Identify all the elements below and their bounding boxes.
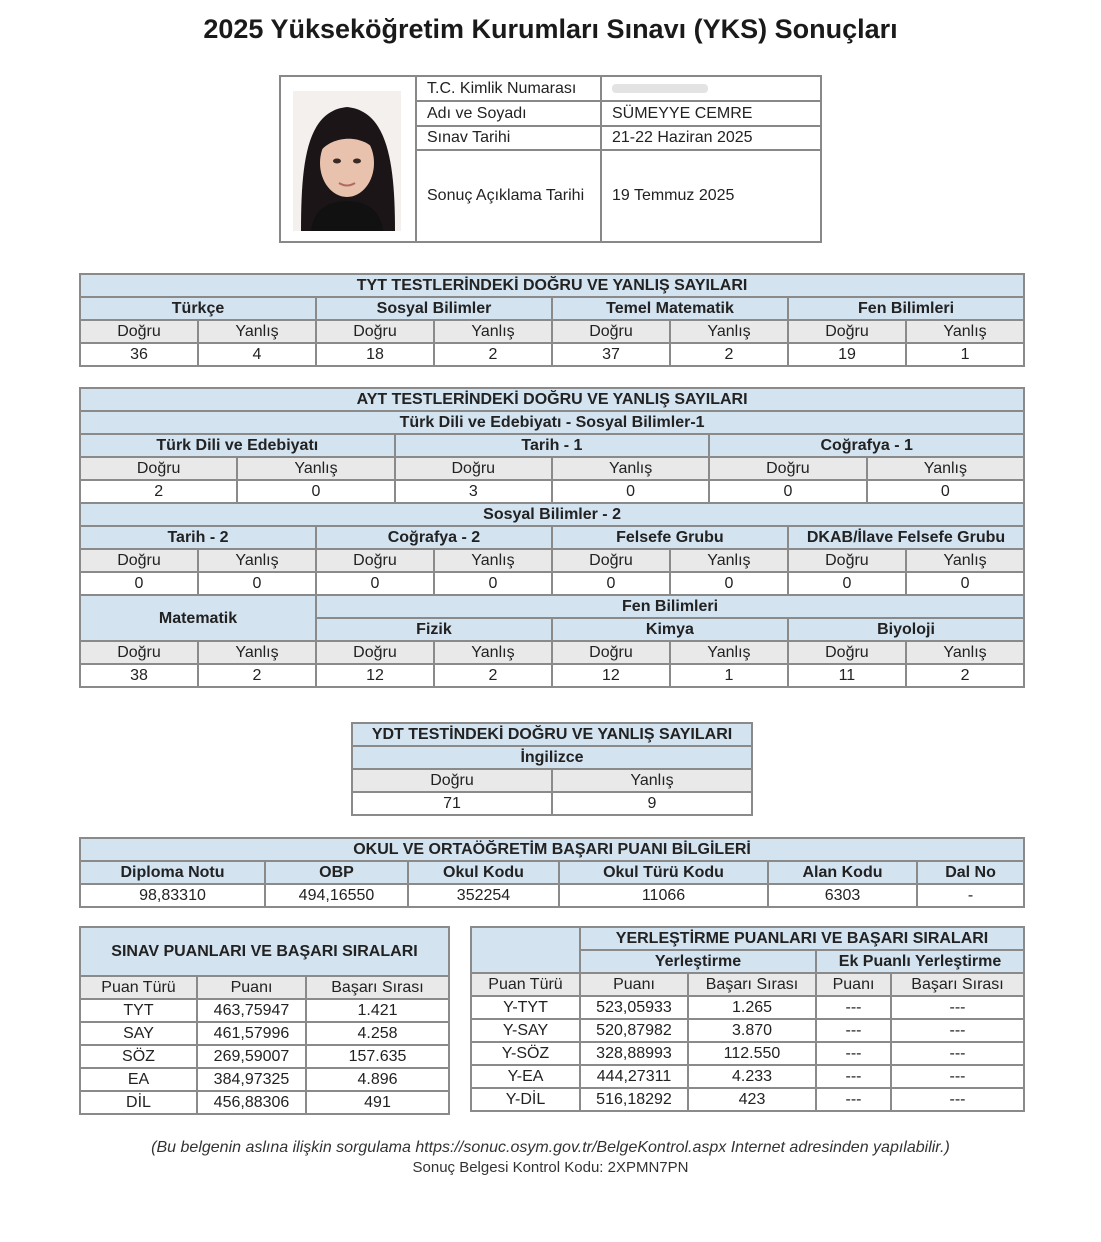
- identity-label: Sınav Tarihi: [417, 127, 600, 151]
- subject-header: Tarih - 2: [80, 526, 316, 549]
- column-header: Puanı: [580, 973, 688, 996]
- yerlestirme-header: YERLEŞTİRME PUANLARI VE BAŞARI SIRALARI: [580, 927, 1024, 950]
- sira-cell: 157.635: [306, 1045, 449, 1068]
- sinav-header: SINAV PUANLARI VE BAŞARI SIRALARI: [80, 927, 449, 976]
- page-title: 2025 Yükseköğretim Kurumları Sınavı (YKS) Sonuçları: [203, 14, 898, 44]
- ayt-group1-header: Türk Dili ve Edebiyatı - Sosyal Bilimler-1: [80, 411, 1024, 434]
- score-cell: 3: [395, 480, 552, 503]
- subject-header: Coğrafya - 1: [709, 434, 1024, 457]
- redacted-id: [612, 84, 708, 93]
- exam-date-value: 21-22 Haziran 2025: [602, 127, 820, 151]
- puan-turu-cell: TYT: [80, 999, 197, 1022]
- ek-puanli-header: Ek Puanlı Yerleştirme: [816, 950, 1024, 973]
- blank-header: [471, 927, 580, 973]
- yanlis-label: Yanlış: [906, 641, 1024, 664]
- yanlis-label: Yanlış: [434, 320, 552, 343]
- tyt-header: TYT TESTLERİNDEKİ DOĞRU VE YANLIŞ SAYILARI: [80, 274, 1024, 297]
- score-cell: 0: [906, 572, 1024, 595]
- ydt-table: [351, 722, 753, 816]
- ek-puan-cell: ---: [816, 996, 891, 1019]
- column-header: Başarı Sırası: [891, 973, 1024, 996]
- ek-sira-cell: ---: [891, 1088, 1024, 1111]
- score-cell: 4: [198, 343, 316, 366]
- yanlis-label: Yanlış: [906, 549, 1024, 572]
- subject-header: İngilizce: [352, 746, 752, 769]
- score-cell: 18: [316, 343, 434, 366]
- subject-header: Coğrafya - 2: [316, 526, 552, 549]
- yanlis-label: Yanlış: [198, 320, 316, 343]
- puan-turu-cell: EA: [80, 1068, 197, 1091]
- yanlis-label: Yanlış: [434, 641, 552, 664]
- dogru-label: Doğru: [788, 641, 906, 664]
- column-header: Okul Kodu: [408, 861, 559, 884]
- dogru-label: Doğru: [80, 320, 198, 343]
- sinav-puanlari-table: [79, 926, 450, 1115]
- score-cell: 9: [552, 792, 752, 815]
- puan-cell: 516,18292: [580, 1088, 688, 1111]
- yanlis-label: Yanlış: [670, 320, 788, 343]
- dogru-label: Doğru: [80, 457, 237, 480]
- yanlis-label: Yanlış: [198, 641, 316, 664]
- yanlis-label: Yanlış: [670, 641, 788, 664]
- okul-cell: 494,16550: [265, 884, 408, 907]
- sira-cell: 4.233: [688, 1065, 816, 1088]
- identity-label: T.C. Kimlik Numarası: [417, 77, 600, 102]
- score-cell: 2: [906, 664, 1024, 687]
- identity-label: Adı ve Soyadı: [417, 102, 600, 127]
- sira-cell: 491: [306, 1091, 449, 1114]
- dogru-label: Doğru: [80, 549, 198, 572]
- score-cell: 0: [316, 572, 434, 595]
- okul-table: [79, 837, 1025, 908]
- score-cell: 0: [788, 572, 906, 595]
- column-header: Puan Türü: [80, 976, 197, 999]
- score-cell: 37: [552, 343, 670, 366]
- dogru-label: Doğru: [552, 320, 670, 343]
- ayt-table: [79, 387, 1025, 688]
- okul-header: OKUL VE ORTAÖĞRETİM BAŞARI PUANI BİLGİLERİ: [80, 838, 1024, 861]
- dogru-label: Doğru: [80, 641, 198, 664]
- puan-turu-cell: Y-DİL: [471, 1088, 580, 1111]
- tyt-table: [79, 273, 1025, 367]
- score-cell: 0: [434, 572, 552, 595]
- subject-header: DKAB/İlave Felsefe Grubu: [788, 526, 1024, 549]
- control-code: Sonuç Belgesi Kontrol Kodu: 2XPMN7PN: [412, 1159, 689, 1176]
- ek-sira-cell: ---: [891, 1019, 1024, 1042]
- yanlis-label: Yanlış: [906, 320, 1024, 343]
- column-header: Diploma Notu: [80, 861, 265, 884]
- ek-sira-cell: ---: [891, 1065, 1024, 1088]
- score-cell: 19: [788, 343, 906, 366]
- name-value: SÜMEYYE CEMRE: [602, 102, 820, 127]
- ek-puan-cell: ---: [816, 1065, 891, 1088]
- puan-turu-cell: Y-SÖZ: [471, 1042, 580, 1065]
- column-header: Puanı: [197, 976, 306, 999]
- dogru-label: Doğru: [316, 549, 434, 572]
- sira-cell: 4.258: [306, 1022, 449, 1045]
- subject-header: Felsefe Grubu: [552, 526, 788, 549]
- puan-cell: 520,87982: [580, 1019, 688, 1042]
- puan-turu-cell: Y-TYT: [471, 996, 580, 1019]
- okul-cell: -: [917, 884, 1024, 907]
- puan-cell: 384,97325: [197, 1068, 306, 1091]
- score-cell: 0: [670, 572, 788, 595]
- score-cell: 0: [80, 572, 198, 595]
- yanlis-label: Yanlış: [434, 549, 552, 572]
- score-cell: 0: [552, 572, 670, 595]
- puan-cell: 463,75947: [197, 999, 306, 1022]
- yanlis-label: Yanlış: [867, 457, 1025, 480]
- dogru-label: Doğru: [316, 320, 434, 343]
- yanlis-label: Yanlış: [552, 769, 752, 792]
- yanlis-label: Yanlış: [198, 549, 316, 572]
- puan-turu-cell: DİL: [80, 1091, 197, 1114]
- yerlestirme-table: [470, 926, 1025, 1112]
- okul-cell: 11066: [559, 884, 768, 907]
- sira-cell: 1.421: [306, 999, 449, 1022]
- sira-cell: 4.896: [306, 1068, 449, 1091]
- dogru-label: Doğru: [316, 641, 434, 664]
- column-header: Puanı: [816, 973, 891, 996]
- subject-header: Türkçe: [80, 297, 316, 320]
- sira-cell: 423: [688, 1088, 816, 1111]
- verification-note: (Bu belgenin aslına ilişkin sorgulama https://sonuc.osym.gov.tr/BelgeKontrol.aspx Internet adresinden yapılabilir.): [151, 1139, 950, 1156]
- subject-header: Türk Dili ve Edebiyatı: [80, 434, 395, 457]
- score-cell: 1: [906, 343, 1024, 366]
- score-cell: 2: [80, 480, 237, 503]
- ek-puan-cell: ---: [816, 1088, 891, 1111]
- column-header: Başarı Sırası: [306, 976, 449, 999]
- ayt-header: AYT TESTLERİNDEKİ DOĞRU VE YANLIŞ SAYILARI: [80, 388, 1024, 411]
- puan-cell: 444,27311: [580, 1065, 688, 1088]
- sira-cell: 1.265: [688, 996, 816, 1019]
- identity-labels: [415, 77, 602, 241]
- score-cell: 11: [788, 664, 906, 687]
- dogru-label: Doğru: [788, 320, 906, 343]
- column-header: Okul Türü Kodu: [559, 861, 768, 884]
- score-cell: 71: [352, 792, 552, 815]
- subject-header: Biyoloji: [788, 618, 1024, 641]
- column-header: Puan Türü: [471, 973, 580, 996]
- score-cell: 2: [434, 343, 552, 366]
- okul-cell: 6303: [768, 884, 917, 907]
- sira-cell: 112.550: [688, 1042, 816, 1065]
- subject-header: Kimya: [552, 618, 788, 641]
- subject-header: Tarih - 1: [395, 434, 710, 457]
- score-cell: 12: [552, 664, 670, 687]
- score-cell: 0: [552, 480, 709, 503]
- puan-turu-cell: Y-SAY: [471, 1019, 580, 1042]
- sira-cell: 3.870: [688, 1019, 816, 1042]
- score-cell: 0: [867, 480, 1025, 503]
- puan-turu-cell: Y-EA: [471, 1065, 580, 1088]
- subject-header: Temel Matematik: [552, 297, 788, 320]
- score-cell: 1: [670, 664, 788, 687]
- puan-cell: 461,57996: [197, 1022, 306, 1045]
- yanlis-label: Yanlış: [237, 457, 394, 480]
- subject-header: Fizik: [316, 618, 552, 641]
- ydt-header: YDT TESTİNDEKİ DOĞRU VE YANLIŞ SAYILARI: [352, 723, 752, 746]
- matematik-header: Matematik: [80, 595, 316, 641]
- score-cell: 0: [237, 480, 394, 503]
- identity-label: Sonuç Açıklama Tarihi: [427, 187, 585, 204]
- puan-turu-cell: SAY: [80, 1022, 197, 1045]
- subject-header: Fen Bilimleri: [788, 297, 1024, 320]
- score-cell: 38: [80, 664, 198, 687]
- puan-cell: 328,88993: [580, 1042, 688, 1065]
- dogru-label: Doğru: [395, 457, 552, 480]
- ek-puan-cell: ---: [816, 1042, 891, 1065]
- score-cell: 0: [709, 480, 866, 503]
- okul-cell: 352254: [408, 884, 559, 907]
- puan-cell: 456,88306: [197, 1091, 306, 1114]
- score-cell: 2: [198, 664, 316, 687]
- yanlis-label: Yanlış: [670, 549, 788, 572]
- score-cell: 2: [434, 664, 552, 687]
- column-header: Dal No: [917, 861, 1024, 884]
- tc-kimlik-value: [602, 77, 820, 102]
- yerlestirme-sub-header: Yerleştirme: [580, 950, 816, 973]
- column-header: Alan Kodu: [768, 861, 917, 884]
- dogru-label: Doğru: [552, 641, 670, 664]
- ayt-group2-header: Sosyal Bilimler - 2: [80, 503, 1024, 526]
- score-cell: 12: [316, 664, 434, 687]
- column-header: Başarı Sırası: [688, 973, 816, 996]
- yanlis-label: Yanlış: [552, 457, 709, 480]
- dogru-label: Doğru: [552, 549, 670, 572]
- puan-cell: 523,05933: [580, 996, 688, 1019]
- dogru-label: Doğru: [788, 549, 906, 572]
- okul-cell: 98,83310: [80, 884, 265, 907]
- subject-header: Sosyal Bilimler: [316, 297, 552, 320]
- result-date-value: 19 Temmuz 2025: [612, 187, 735, 204]
- fen-header: Fen Bilimleri: [316, 595, 1024, 618]
- puan-turu-cell: SÖZ: [80, 1045, 197, 1068]
- dogru-label: Doğru: [352, 769, 552, 792]
- ek-puan-cell: ---: [816, 1019, 891, 1042]
- dogru-label: Doğru: [709, 457, 866, 480]
- score-cell: 0: [198, 572, 316, 595]
- score-cell: 2: [670, 343, 788, 366]
- ek-sira-cell: ---: [891, 1042, 1024, 1065]
- ek-sira-cell: ---: [891, 996, 1024, 1019]
- identity-block: [279, 75, 822, 243]
- column-header: OBP: [265, 861, 408, 884]
- puan-cell: 269,59007: [197, 1045, 306, 1068]
- score-cell: 36: [80, 343, 198, 366]
- candidate-photo: [293, 91, 401, 231]
